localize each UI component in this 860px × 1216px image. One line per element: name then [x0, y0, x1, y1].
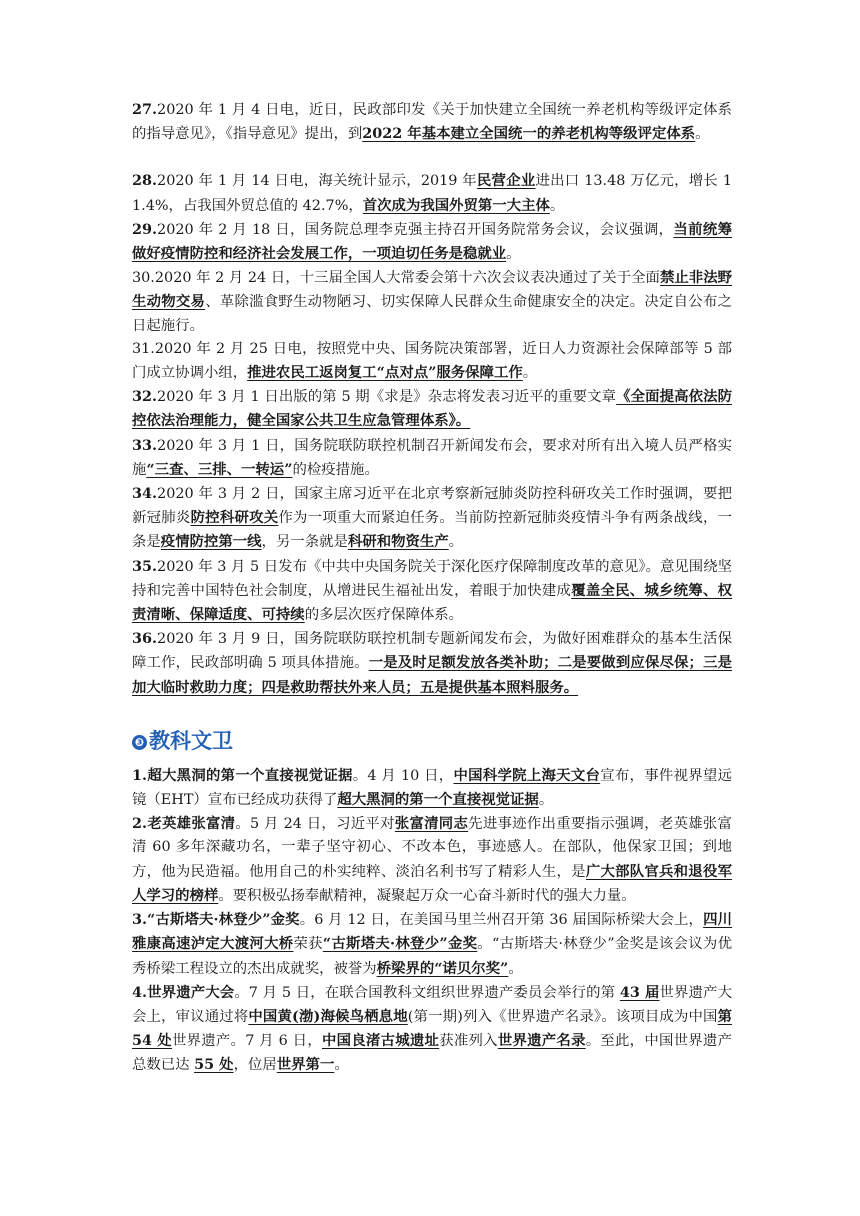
- section-title-text: 教科文卫: [149, 728, 233, 753]
- body-text: 。: [538, 792, 554, 809]
- body-text: ，位居: [233, 1057, 277, 1074]
- body-text: 作为一项重大而紧迫任务。当前防控新冠肺炎疫情斗争有两条战线，一条是: [132, 510, 732, 551]
- list-item: [132, 764, 732, 812]
- body-text: 2020 年 1 月 4 日电，近日，民政部印发《关于加快建立全国统一养老机构等级评定体系的指导意见》，《指导意见》提出，到: [132, 102, 732, 143]
- body-text: 2020 年 2 月 24 日，十三届全国人大常委会第十六次会议表决通过了关于全面: [154, 270, 660, 287]
- list-item: [132, 266, 732, 338]
- body-text: 。5 月 24 日，习近平对: [235, 816, 395, 833]
- body-text: 。: [506, 246, 521, 263]
- body-text: 。: [448, 534, 464, 551]
- item-heading-text: 超大黑洞的第一个直接视觉证据: [147, 766, 353, 784]
- item-number: 35.: [132, 557, 158, 575]
- key-point-text: 中国良渚古城遗址: [321, 1032, 440, 1050]
- list-item: [132, 812, 732, 908]
- item-heading-text: “古斯塔夫·林登少”金奖: [147, 911, 300, 929]
- number-three-icon: ❸: [132, 735, 147, 750]
- list-item: [132, 908, 732, 981]
- item-heading-text: 世界遗产大会: [147, 983, 235, 1001]
- key-point-text: 世界遗产名录: [497, 1032, 586, 1050]
- body-text: 。4 月 10 日，: [352, 767, 454, 784]
- document-page: [132, 98, 732, 1078]
- section-heading: [132, 726, 732, 756]
- item-number: 36.: [132, 630, 158, 648]
- key-point-text: 首次成为我国外贸第一大主体: [362, 196, 550, 214]
- paragraph-gap: [132, 146, 732, 169]
- item-number: 1.: [132, 766, 148, 784]
- key-point-text: 《全面提高依法防控依法治理能力，健全国家公共卫生应急管理体系》。: [132, 388, 732, 430]
- body-text: 、革除滥食野生动物陋习、切实保障人民群众生命健康安全的决定。决定自公布之日起施行。: [132, 294, 732, 334]
- body-text: 。“古斯塔夫·林登少”金奖是该会议为优秀桥梁工程设立的杰出成就奖，被誉为: [132, 936, 732, 977]
- list-item: [132, 385, 732, 433]
- body-text: 。: [334, 1057, 349, 1074]
- list-item: [132, 981, 732, 1078]
- body-text: (第一期)列入《世界遗产名录》。该项目成为中国: [407, 1008, 718, 1025]
- body-text: ，另一条就是: [261, 534, 348, 551]
- key-point-text: 四川雅康高速泸定大渡河大桥: [132, 911, 732, 953]
- body-text: 。7 月 5 日，在联合国教科文组织世界遗产委员会举行的第: [234, 984, 620, 1001]
- list-item: [132, 627, 732, 700]
- key-point-text: 世界第一: [276, 1056, 335, 1074]
- body-text: 。至此，中国世界遗产总数已达: [132, 1033, 732, 1074]
- body-text: 2020 年 1 月 14 日电，海关统计显示，2019 年: [157, 173, 477, 190]
- body-text: 。6 月 12 日，在美国马里兰州召开第 36 届国际桥梁大会上，: [299, 912, 704, 929]
- body-text: 。要积极弘扬奉献精神，凝聚起万众一心奋斗新时代的强大力量。: [218, 887, 636, 904]
- key-point-text: 中国科学院上海天文台: [453, 766, 601, 784]
- body-text: 的检疫措施。: [292, 461, 379, 478]
- body-text: 。: [549, 197, 565, 214]
- key-point-text: 覆盖全民、城乡统筹、权责清晰、保障适度、可持续: [132, 581, 732, 624]
- list-item: [132, 482, 732, 555]
- item-number: 33.: [132, 436, 158, 454]
- body-text: 世界遗产。7 月 6 日，: [171, 1033, 322, 1050]
- list-item: [132, 169, 732, 217]
- body-text: 2020 年 2 月 18 日，国务院总理李克强主持召开国务院常务会议，会议强调，: [157, 221, 674, 238]
- item-number: 27.: [132, 101, 158, 118]
- body-text: 2020 年 3 月 5 日发布《中共中央国务院关于深化医疗保障制度改革的意见》。意见围绕坚持和完善中国特色社会制度，从增进民生福祉出发，着眼于加快建成: [132, 558, 732, 599]
- key-point-text: 2022 年基本建立全国统一的养老机构等级评定体系: [362, 125, 696, 143]
- body-text: 荣获: [293, 936, 323, 953]
- key-point-text: 推进农民工返岗复工“点对点”服务保障工作: [247, 364, 523, 382]
- list-item: [132, 218, 732, 266]
- key-point-text: “三查、三排、一转运”: [146, 460, 293, 478]
- body-text: 2020 年 3 月 9 日，国务院联防联控机制专题新闻发布会，为做好困难群众的基本生活保障工作，民政部明确 5 项具体措施。: [132, 631, 732, 672]
- key-point-text: 民营企业: [476, 172, 536, 190]
- key-point-text: 禁止非法野生动物交易: [132, 269, 732, 311]
- entries-group-c: [132, 764, 732, 1078]
- body-text: 。: [695, 126, 710, 143]
- key-point-text: 桥梁界的“诺贝尔奖”: [376, 959, 509, 977]
- item-number: 29.: [132, 220, 158, 238]
- item-number: 2.: [132, 815, 148, 833]
- key-point-text: 防控科研攻关: [190, 509, 279, 527]
- body-text: 进出口 13.48 万亿元，增长 11.4%，占我国外贸总值的 42.7%，: [132, 173, 732, 214]
- body-text: 世界遗产大会上，审议通过将: [132, 984, 732, 1025]
- key-point-text: 一是及时足额发放各类补助；二是要做到应保尽保；三是加大临时救助力度；四是救助帮扶外来人员；五是提供基本照料服务。: [132, 654, 732, 696]
- list-item: [132, 555, 732, 628]
- key-point-text: 43 届: [619, 983, 660, 1001]
- body-text: 先进事迹作出重要指示强调，老英雄张富清 60 多年深藏功名，一辈子坚守初心、不改本色，事迹感人。在部队，他保家卫国；到地方，他为民造福。他用自己的朴实纯粹、淡泊名利书写了精彩人生，是: [132, 816, 732, 880]
- list-item: [132, 98, 732, 146]
- key-point-text: 广大部队官兵和退役军人学习的榜样: [132, 862, 732, 904]
- body-text: 。: [522, 365, 538, 382]
- body-text: 宣布，事件视界望远镜（EHT）宣布已经成功获得了: [132, 767, 732, 809]
- key-point-text: 张富清同志: [394, 815, 469, 833]
- item-number: 28.: [132, 172, 158, 190]
- item-heading-text: 老英雄张富清: [147, 815, 236, 833]
- key-point-text: “古斯塔夫·林登少”金奖: [322, 935, 478, 953]
- item-number: 34.: [132, 485, 158, 503]
- body-text: 2020 年 3 月 2 日，国家主席习近平在北京考察新冠肺炎防控科研攻关工作时强调，要把新冠肺炎: [132, 486, 732, 527]
- item-number: 31.: [132, 340, 155, 357]
- key-point-text: 55 处: [194, 1056, 234, 1074]
- key-point-text: 当前统筹做好疫情防控和经济社会发展工作，一项迫切任务是稳就业: [132, 220, 732, 263]
- key-point-text: 科研和物资生产: [347, 533, 449, 551]
- key-point-text: 疫情防控第一线: [160, 533, 262, 551]
- body-text: 2020 年 2 月 25 日电，按照党中央、国务院决策部署，近日人力资源社会保障部等 5 部门成立协调小组，: [132, 340, 732, 382]
- key-point-text: 中国黄(渤)海候鸟栖息地: [248, 1007, 408, 1025]
- list-item: [132, 434, 732, 482]
- list-item: [132, 338, 732, 385]
- body-text: 获准列入: [439, 1033, 498, 1050]
- entries-group-a: [132, 98, 732, 146]
- item-number: 32.: [132, 388, 158, 406]
- entries-group-b: [132, 169, 732, 699]
- body-text: 2020 年 3 月 1 日出版的第 5 期《求是》杂志将发表习近平的重要文章: [157, 389, 617, 406]
- body-text: 。: [508, 960, 523, 977]
- item-number: 30.: [132, 270, 155, 287]
- body-text: 的多层次医疗保障体系。: [304, 607, 464, 624]
- item-number: 4.: [132, 983, 148, 1001]
- item-number: 3.: [132, 911, 148, 929]
- key-point-text: 第 54 处: [132, 1007, 732, 1050]
- key-point-text: 超大黑洞的第一个直接视觉证据: [337, 791, 539, 809]
- body-text: 2020 年 3 月 1 日，国务院联防联控机制召开新闻发布会，要求对所有出入境人员严格实施: [132, 437, 732, 478]
